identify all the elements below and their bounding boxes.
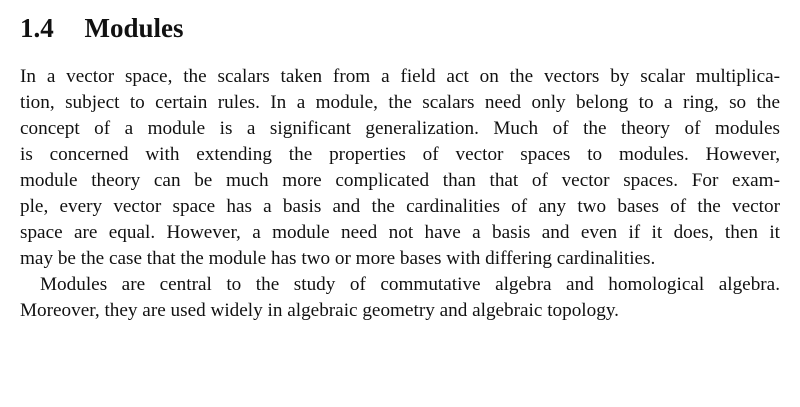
paragraph-line: module theory can be much more complicated than that of vector spaces. For exam-	[20, 170, 780, 191]
paragraph-line: ple, every vector space has a basis and the cardinalities of any two bases of the vector	[20, 196, 780, 217]
paragraph-line: tion, subject to certain rules. In a module, the scalars need only belong to a ring, so the	[20, 92, 780, 113]
section-number: 1.4	[20, 13, 54, 43]
body-text	[20, 64, 780, 324]
paragraph-line: Moreover, they are used widely in algebraic geometry and algebraic topology.	[20, 300, 619, 321]
paragraph-1	[20, 64, 780, 272]
section-title: Modules	[84, 13, 184, 43]
paragraph-line: concept of a module is a significant generalization. Much of the theory of modules	[20, 118, 780, 139]
paragraph-line: space are equal. However, a module need not have a basis and even if it does, then it	[20, 222, 780, 243]
paragraph-line: may be the case that the module has two or more bases with differing cardinalities.	[20, 248, 656, 269]
section-heading	[20, 10, 184, 46]
paragraph-line: Modules are central to the study of commutative algebra and homological algebra.	[40, 274, 780, 295]
paragraph-line: is concerned with extending the properties of vector spaces to modules. However,	[20, 144, 780, 165]
paragraph-line: In a vector space, the scalars taken from a field act on the vectors by scalar multiplica-	[20, 66, 780, 87]
paragraph-2	[20, 272, 780, 324]
